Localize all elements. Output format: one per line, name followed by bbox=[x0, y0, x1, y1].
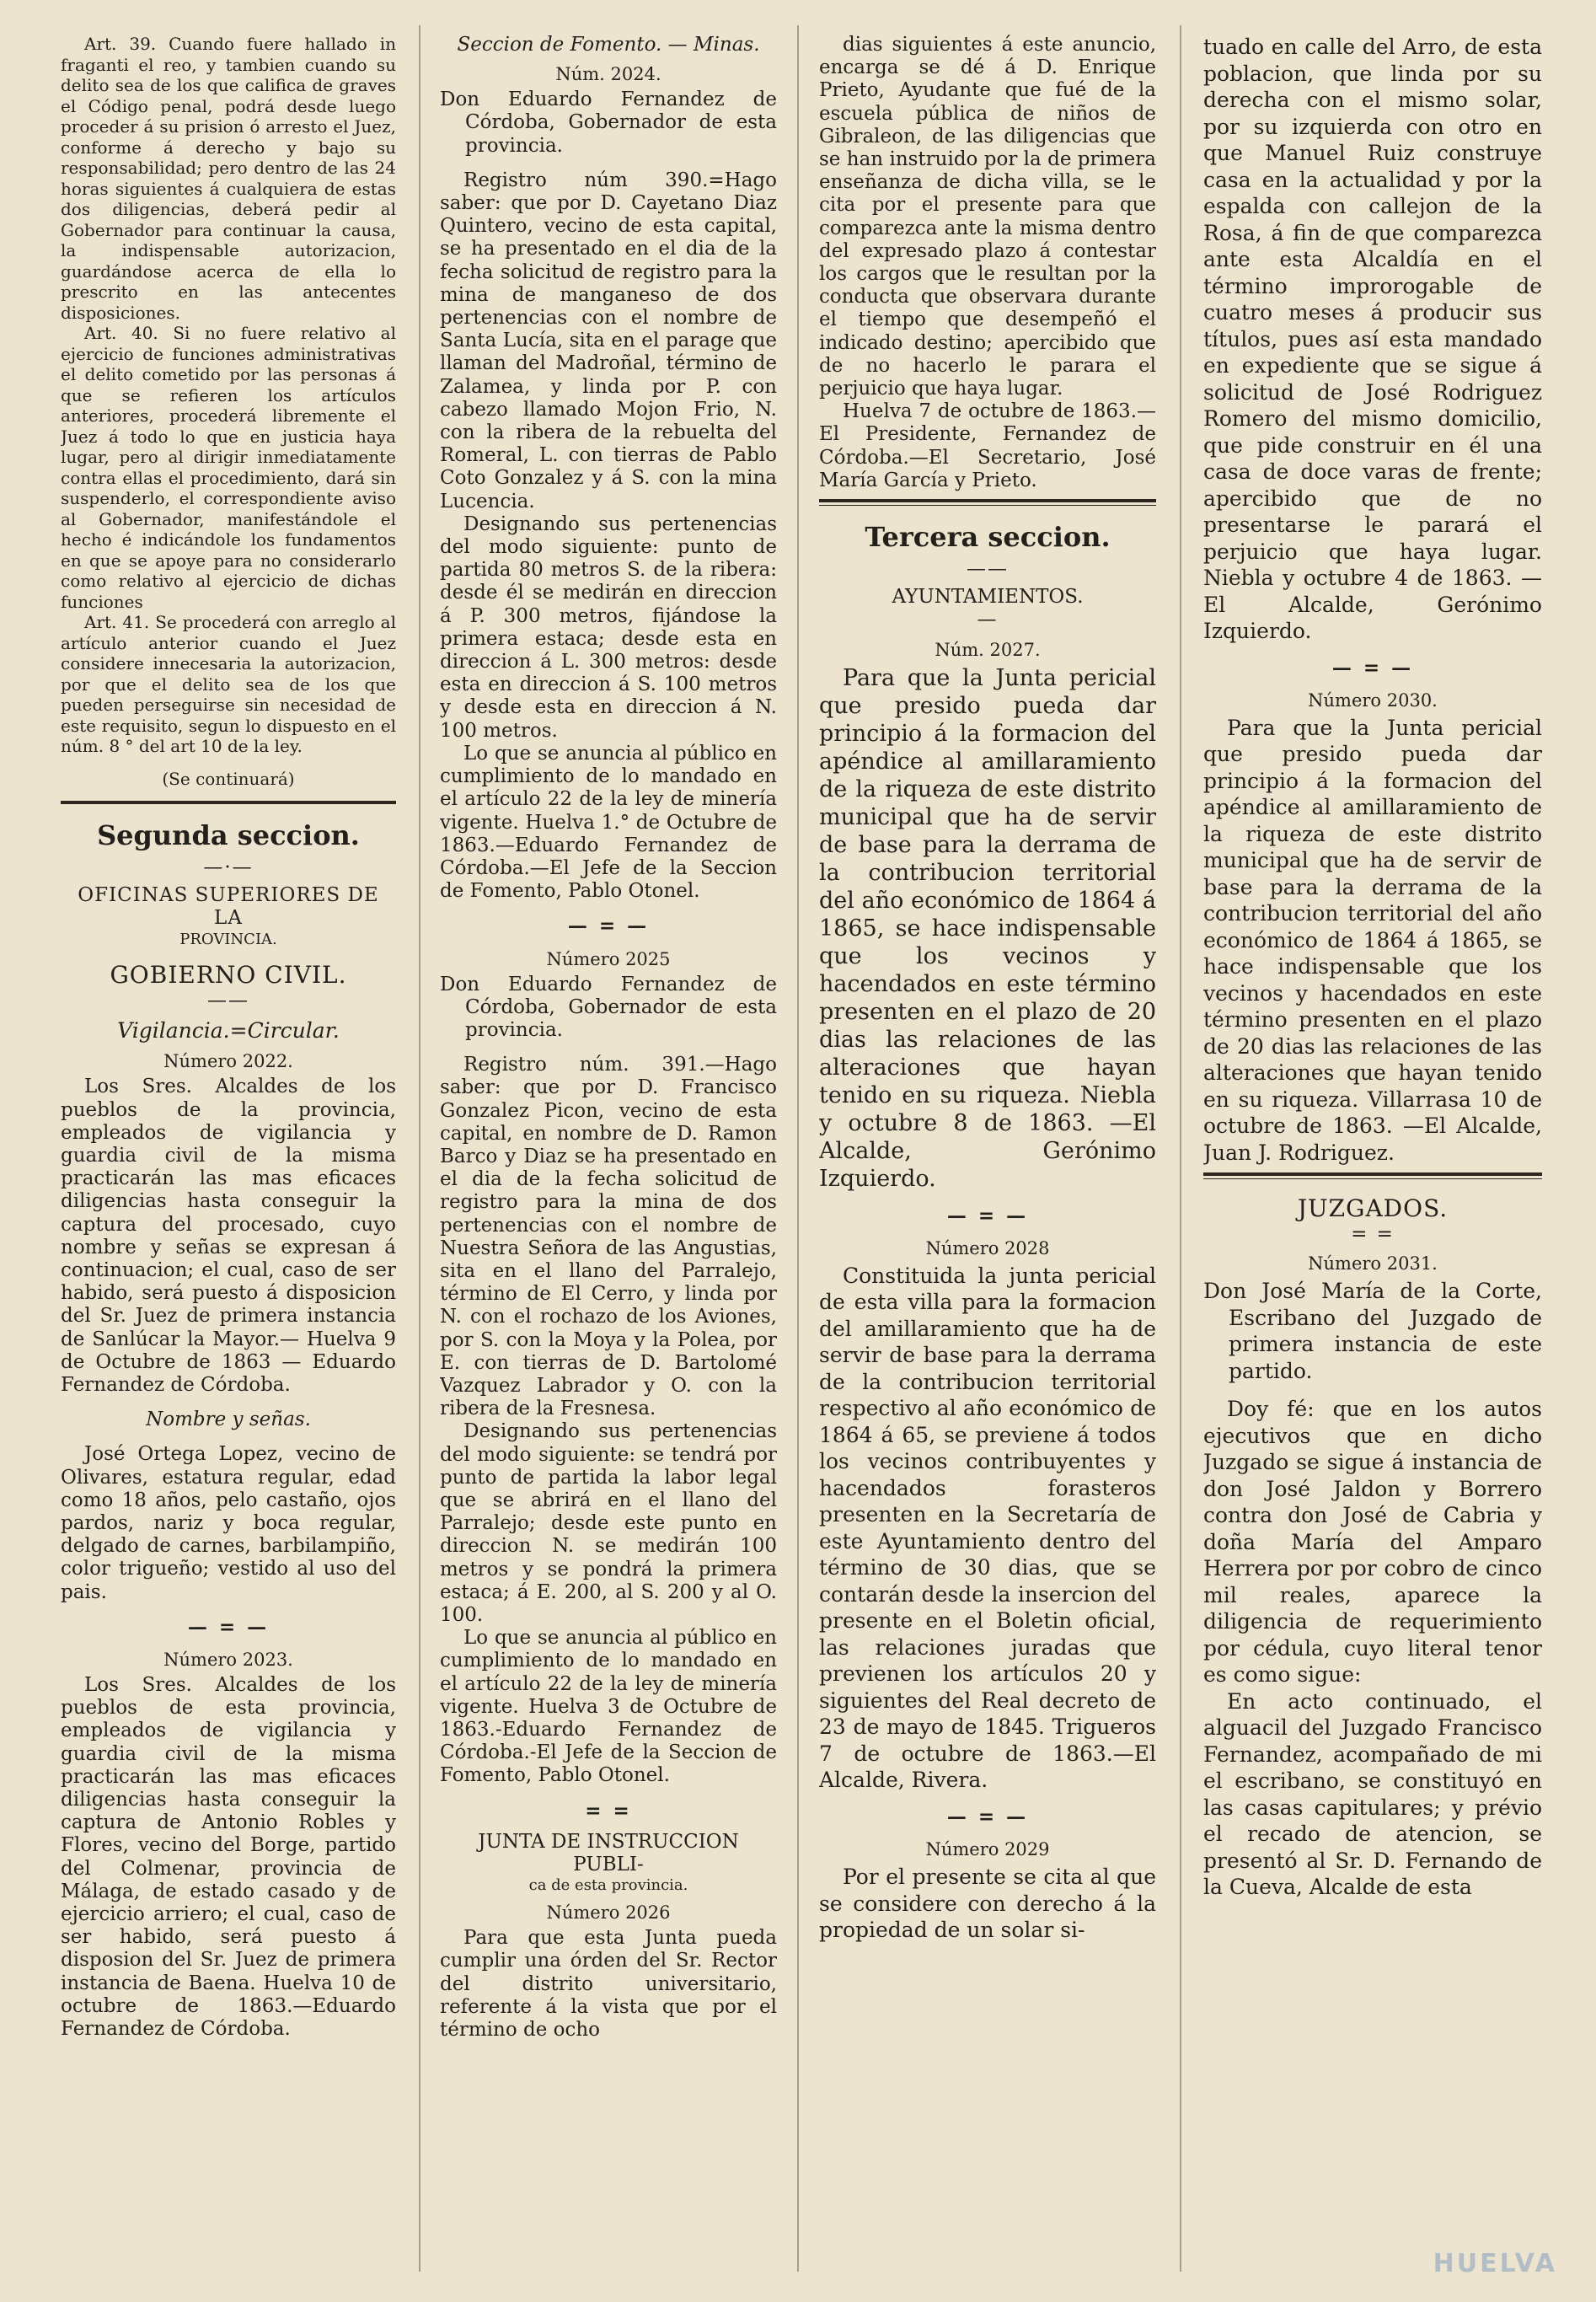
dash-ornament: = = bbox=[1351, 1223, 1395, 1246]
notice-2022-text: Los Sres. Alcaldes de los pueblos de la provincia, empleados de vigilancia y guardia civil de la misma practicarán las mas eficaces diligencias hasta conseguir la captura del procesado, cuyo nombre y señas se expresan á continuacion; el cual, caso de ser habido, será puesto á disposicion del Sr. Juez de primera instancia de Sanlúcar la Mayor.— Huelva 9 de Octubre de 1863 — Eduardo Fernandez de Córdoba. bbox=[61, 1076, 396, 1396]
notice-2025-text: Registro núm. 391.—Hago saber: que por D. Francisco Gonzalez Picon, vecino de esta capital, en nombre de D. Ramon Barco y Diaz se ha presentado en el dia de la fecha solicitud de registro para la mina de dos pertenencias con el nombre de Nuestra Señora de las Angustias, sita en el llano del Parralejo, término de El Cerro, y linda por N. con el rochazo de los Aviones, por S. con la Moya y la Polea, por E. con tierras de D. Bartolomé Vazquez Labrador y O. con la ribera de la Fresnesa. bbox=[440, 1054, 777, 1420]
column-rule bbox=[797, 25, 799, 2272]
nombre-senas-heading: Nombre y señas. bbox=[146, 1409, 311, 1431]
notice-2031-header: Don José María de la Corte, Escribano del Juzgado de primera instancia de este partido. bbox=[1203, 1279, 1542, 1383]
article-40: Art. 40. Si no fuere relativo al ejercicio de funciones administrativas el delito cometido por las personas á que se refieren los artículos anteriores, procederá libremente el Juez á todo lo que en justicia haya lugar, pero al dirigir inmediatamente contra ellas el procedimiento, dará sin suspenderlo, el correspondiente aviso al Gobernador, manifestándole el hecho é indicándole los fundamentos en que se apoye para no considerarlo como relativo al ejercicio de dichas funciones bbox=[61, 323, 396, 612]
notice-2024-pertenencias: Designando sus pertenencias del modo siguiente: punto de partida 80 metros S. de la ribera: desde él se medirán en direccion á P. 300 metros, fijándose la primera estaca; desde esta en direccion á L. 300 metros: desde esta en direccion á S. 100 metros y desde esta en direccion á N. 100 metros. bbox=[440, 512, 777, 742]
notice-number-2029: Número 2029 bbox=[925, 1839, 1050, 1860]
column-rule bbox=[419, 25, 420, 2272]
column-3 bbox=[819, 34, 1156, 2276]
article-39: Art. 39. Cuando fuere hallado in fraganti el reo, y tambien cuando su delito sea de los que califica de graves el Código penal, podrá desde luego proceder á su prision ó arresto el Juez, conforme á derecho y bajo su responsabilidad; pero dentro de las 24 horas siguientes á cualquiera de estas dos diligencias, deberá pedir al Gobernador para continuar la causa, la indispensable autorizacion, guardándose acerca de ella lo prescrito en las antecentes disposiciones. bbox=[61, 34, 396, 323]
separator: = = bbox=[585, 1799, 632, 1822]
section-title-tercera: Tercera seccion. bbox=[865, 521, 1111, 554]
seccion-fomento-heading: Seccion de Fomento. — Minas. bbox=[457, 34, 760, 56]
column-2 bbox=[440, 34, 777, 2276]
notice-number-2026: Número 2026 bbox=[546, 1902, 671, 1924]
notice-2030-text: Para que la Junta pericial que presido pueda dar principio á la formacion del apéndice al amillaramiento de la riqueza de este distrito municipal que ha de servir de base para la derrama de la contribucion territorial del año económico de 1864 á 1865, se hace indispensable que los vecinos y hacendados en este término presenten en el plazo de 20 dias las relaciones de las alteraciones que hayan tenido en su riqueza. Villarrasa 10 de octubre de 1863. —El Alcalde, Juan J. Rodriguez. bbox=[1203, 715, 1542, 1165]
notice-number-2030: Número 2030. bbox=[1308, 690, 1438, 711]
separator: — = — bbox=[1331, 656, 1414, 679]
notice-2028-text: Constituida la junta pericial de esta villa para la formacion del amillaramiento que ha de servir de base para la derrama de la contribucion territorial respectivo al año económico de 1864 á 65, se previene á todos los vecinos contribuyentes y hacendados forasteros presenten en la Secretaría de este Ayuntamiento dentro del término de 30 dias, que se contarán desde la insercion del presente en el Boletin oficial, las relaciones juradas que previenen los artículos 20 y siguientes del Real decreto de 23 de mayo de 1845. Trigueros 7 de octubre de 1863.—El Alcalde, Rivera. bbox=[819, 1263, 1156, 1793]
continuation-note: (Se continuará) bbox=[162, 768, 295, 789]
ayuntamientos-heading: AYUNTAMIENTOS. bbox=[892, 586, 1084, 609]
section-divider bbox=[819, 499, 1156, 506]
vigilancia-heading: Vigilancia.=Circular. bbox=[117, 1017, 340, 1043]
provincia-heading: PROVINCIA. bbox=[179, 930, 277, 948]
separator: — = — bbox=[567, 915, 650, 938]
notice-2025-pertenencias: Designando sus pertenencias del modo siguiente: se tendrá por punto de partida la labor legal que se abrirá en el llano del Parralejo; desde este punto en direccion N. se medirán 100 metros y se pondrá la primera estaca; á E. 200, al S. 200 y al O. 100. bbox=[440, 1420, 777, 1626]
notice-2026-continued: dias siguientes á este anuncio, encarga se dé á D. Enrique Prieto, Ayudante que fué de la escuela pública de niños de Gibraleon, de las diligencias que se han instruido por la de primera enseñanza de dicha villa, se le cita por el presente para que comparezca ante la misma dentro del expresado plazo á contestar los cargos que le resultan por la conducta que observara durante el tiempo que desempeñó el indicado destino; apercibido que de no hacerlo le parara el perjuicio que haya lugar. bbox=[819, 34, 1156, 400]
notice-number-2027: Núm. 2027. bbox=[935, 639, 1041, 660]
gobierno-civil-heading: GOBIERNO CIVIL. bbox=[110, 960, 347, 989]
notice-number-2025: Número 2025 bbox=[546, 948, 671, 969]
column-rule bbox=[1180, 25, 1181, 2272]
oficinas-heading: OFICINAS SUPERIORES DE LA bbox=[78, 884, 379, 930]
juzgados-heading: JUZGADOS. bbox=[1297, 1194, 1449, 1223]
watermark-stamp: HUELVA bbox=[1433, 2249, 1557, 2278]
column-1 bbox=[61, 34, 396, 2276]
notice-2023-text: Los Sres. Alcaldes de los pueblos de esta provincia, empleados de vigilancia y guardia civil de la misma practicarán las mas eficaces diligencias hasta conseguir la captura de Antonio Robles y Flores, vecino del Borge, partido del Colmenar, provincia de Málaga, de estado casado y de ejercicio arriero; el cual, caso de ser habido, será puesto á disposion del Sr. Juez de primera instancia de Baena. Huelva 10 de octubre de 1863.—Eduardo Fernandez de Córdoba. bbox=[61, 1673, 396, 2041]
notice-2029-continued: tuado en calle del Arro, de esta poblacion, que linda por su derecha con el mismo solar, por su izquierda con otro en que Manuel Ruiz construye casa en la actualidad y por la espalda con callejon de la Rosa, á fin de que comparezca ante esta Alcaldía en el término improrogable de cuatro meses á producir sus títulos, pues así esta mandado en expediente que se sigue á solicitud de José Rodriguez Romero del mismo domicilio, que pide construir en él una casa de doce varas de frente; apercibido que de no presentarse le parará el perjuicio que haya lugar. Niebla y octubre 4 de 1863. —El Alcalde, Gerónimo Izquierdo. bbox=[1203, 35, 1542, 643]
separator: — = — bbox=[946, 1805, 1029, 1828]
notice-2026-text: Para que esta Junta pueda cumplir una órden del Sr. Rector del distrito universitario, referente á la vista que por el término de ocho bbox=[440, 1927, 777, 2042]
junta-subheading: ca de esta provincia. bbox=[528, 1876, 688, 1895]
article-41: Art. 41. Se procederá con arreglo al artículo anterior cuando el Juez considere innecesaria la autorizacion, por que el delito sea de los que pueden perseguirse sin necesidad de este requisito, segun lo dispuesto en el núm. 8 ° del art 10 de la ley. bbox=[61, 612, 396, 756]
notice-number-2022: Número 2022. bbox=[163, 1051, 293, 1072]
dash-ornament: —·— bbox=[203, 856, 254, 878]
notice-2031-diligencia: En acto continuado, el alguacil del Juzgado Francisco Fernandez, acompañado de mi el escribano, se constituyó en las casas capitulares; y prévio el recado de atencion, se presentó al Sr. D. Fernando de la Cueva, Alcalde de esta bbox=[1203, 1688, 1542, 1900]
notice-2025-header: Don Eduardo Fernandez de Córdoba, Gobernador de esta provincia. bbox=[440, 973, 777, 1041]
section-divider bbox=[61, 801, 396, 804]
notice-2031-text: Doy fé: que en los autos ejecutivos que en dicho Juzgado se sigue á instancia de don José Jaldon y Borrero contra don José de Cabria y doña María del Amparo Herrera por por cobro de cinco mil reales, aparece la diligencia de requerimiento por cédula, cuyo literal tenor es como sigue: bbox=[1203, 1397, 1542, 1688]
notice-number-2031: Número 2031. bbox=[1308, 1253, 1438, 1274]
notice-number-2023: Número 2023. bbox=[163, 1649, 293, 1670]
notice-2024-text: Registro núm 390.=Hago saber: que por D. Cayetano Diaz Quintero, vecino de esta capital, se ha presentado en el dia de la fecha solicitud de registro para la mina de manganeso de dos pertenencias con el nombre de Santa Lucía, sita en el parage que llaman del Madroñal, término de Zalamea, y linda por P. con cabezo llamado Mojon Frio, N. con la ribera de la rebuelta del Romeral, L. con tierras de Pablo Coto Gonzalez y á S. con la mina Lucencia. bbox=[440, 169, 777, 512]
section-title-segunda: Segunda seccion. bbox=[97, 819, 360, 851]
dash-ornament: — bbox=[977, 609, 999, 631]
notice-2026-signature: Huelva 7 de octubre de 1863.— El Presidente, Fernandez de Córdoba.—El Secretario, José María García y Prieto. bbox=[819, 400, 1156, 491]
notice-2027-text: Para que la Junta pericial que presido pueda dar principio á la formacion del apéndice al amillaramiento de la riqueza de este distrito municipal que ha de servir de base para la derrama de la contribucion territorial del año económico de 1864 á 1865, se hace indispensable que los vecinos y hacendados en este término presenten en el plazo de 20 dias las relaciones de las alteraciones que hayan tenido en su riqueza. Niebla y octubre 8 de 1863. —El Alcalde, Gerónimo Izquierdo. bbox=[819, 664, 1156, 1192]
notice-number-2024: Núm. 2024. bbox=[555, 64, 661, 85]
notice-2029-text: Por el presente se cita al que se considere con derecho á la propiedad de un solar si- bbox=[819, 1865, 1156, 1943]
column-4 bbox=[1203, 34, 1542, 2276]
section-divider bbox=[1203, 1172, 1542, 1179]
notice-2024-closing: Lo que se anuncia al público en cumplimiento de lo mandado en el artículo 22 de la ley de minería vigente. Huelva 1.° de Octubre de 1863.—Eduardo Fernandez de Córdoba.—El Jefe de la Seccion de Fomento, Pablo Otonel. bbox=[440, 742, 777, 903]
separator: — = — bbox=[946, 1204, 1029, 1227]
junta-heading: JUNTA DE INSTRUCCION PUBLI- bbox=[478, 1830, 739, 1876]
dash-ornament: —— bbox=[967, 558, 1009, 581]
descripcion-text: José Ortega Lopez, vecino de Olivares, estatura regular, edad como 18 años, pelo castaño, ojos pardos, nariz y boca regular, delgado de carnes, barbilampiño, color trigueño; vestido al uso del pais. bbox=[61, 1443, 396, 1603]
notice-2024-header: Don Eduardo Fernandez de Córdoba, Gobernador de esta provincia. bbox=[440, 89, 777, 157]
dash-ornament: —— bbox=[207, 989, 249, 1011]
notice-2025-closing: Lo que se anuncia al público en cumplimiento de lo mandado en el artículo 22 de la ley de minería vigente. Huelva 3 de Octubre de 1863.-Eduardo Fernandez de Córdoba.-El Jefe de la Seccion de Fomento, Pablo Otonel. bbox=[440, 1627, 777, 1787]
notice-number-2028: Número 2028 bbox=[925, 1237, 1050, 1258]
separator: — = — bbox=[187, 1615, 270, 1639]
